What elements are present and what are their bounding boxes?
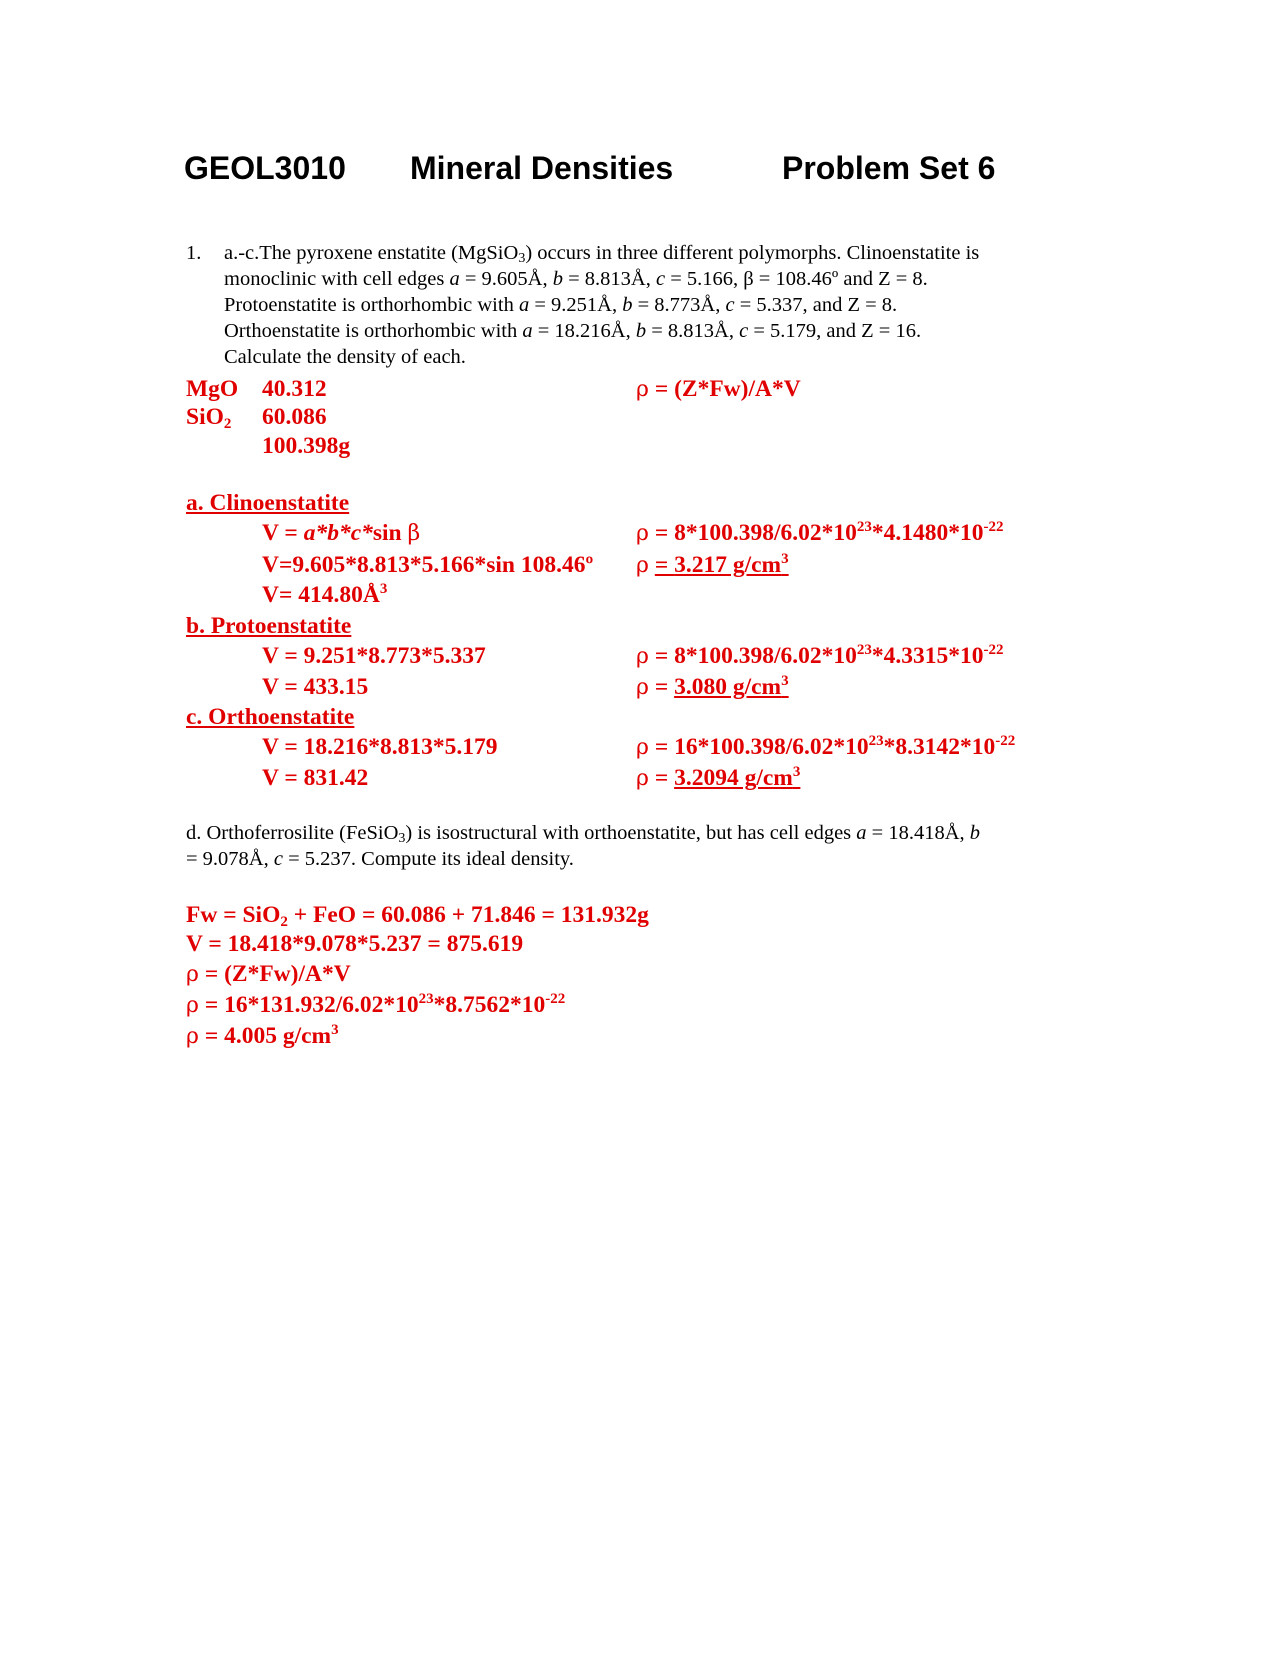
part-d-question-line-2: = 9.078Å, c = 5.237. Compute its ideal density. xyxy=(186,848,574,870)
part-a-volume-calc: V=9.605*8.813*5.166*sin 108.46º xyxy=(262,552,594,578)
fw-mgo-value: 40.312 xyxy=(262,376,327,402)
part-b-title: b. Protoenstatite xyxy=(186,613,352,639)
part-a-density-result: ρ = 3.217 $g/cm^3$ xyxy=(636,551,789,578)
question-line-1: a.-c.The pyroxene enstatite (MgSiO$_3$) occurs in three different polymorphs. Clinoenstatite is xyxy=(224,242,980,266)
density-formula: ρ = (Z*Fw)/A*V xyxy=(636,376,801,402)
part-a-title: a. Clinoenstatite xyxy=(186,490,350,516)
part-d-density-calc: $\rho = 16*131.932/6.02*10^{23}*8.7562*10^{-22}$ xyxy=(186,991,566,1018)
page-title: Mineral Densities xyxy=(410,150,674,186)
fw-total: 100.398g xyxy=(262,433,351,459)
part-d-question-line-1: d. Orthoferrosilite (FeSiO$_3$) is isostructural with orthoenstatite, but has cell edges a = 18.418Å, b xyxy=(186,822,981,846)
fw-sio2-value: 60.086 xyxy=(262,404,327,430)
part-b-density-calc: $\rho = 8*100.398/6.02*10^{23}*4.3315*10^{-22}$ xyxy=(636,642,1004,669)
part-c-density-calc: $\rho = 16*100.398/6.02*10^{23}*8.3142*10^{-22}$ xyxy=(636,733,1016,760)
part-d-density-formula: ρ = (Z*Fw)/A*V xyxy=(186,961,351,987)
problem-set-label: Problem Set 6 xyxy=(782,150,996,186)
question-line-2: monoclinic with cell edges a = 9.605Å, b = 8.813Å, c = 5.166, β = 108.46º and Z = 8. xyxy=(224,268,928,290)
question-line-3: Protoenstatite is orthorhombic with a = 9.251Å, b = 8.773Å, c = 5.337, and Z = 8. xyxy=(224,294,898,316)
part-d-formula-weight: Fw = SiO$_2$ + FeO = 60.086 + 71.846 = 131.932g xyxy=(186,902,649,930)
fw-mgo-label: MgO xyxy=(186,376,239,402)
part-c-density-result: ρ = 3.2094 $g/cm^3$ xyxy=(636,764,801,791)
part-a-volume-result: $V= 414.80Å^3$ xyxy=(262,581,388,608)
part-c-title: c. Orthoenstatite xyxy=(186,704,355,730)
part-a-volume-formula: V = a*b*c*sin β xyxy=(262,520,421,546)
part-a-density-calc: $\rho = 8*100.398/6.02*10^{23}*4.1480*10^{-22}$ xyxy=(636,519,1004,546)
part-c-volume-result: V = 831.42 xyxy=(262,765,369,791)
question-line-4: Orthoenstatite is orthorhombic with a = 18.216Å, b = 8.813Å, c = 5.179, and Z = 16. xyxy=(224,320,922,342)
part-d-density-result: ρ = 4.005 $g/cm^3$ xyxy=(186,1022,339,1049)
part-b-density-result: ρ = 3.080 $g/cm^3$ xyxy=(636,673,789,700)
fw-sio2-label: SiO$_2$ xyxy=(186,404,232,432)
question-line-5: Calculate the density of each. xyxy=(224,346,466,368)
course-code: GEOL3010 xyxy=(184,150,346,186)
part-d-volume: V = 18.418*9.078*5.237 = 875.619 xyxy=(186,931,524,957)
part-b-volume-calc: V = 9.251*8.773*5.337 xyxy=(262,643,486,669)
part-c-volume-calc: V = 18.216*8.813*5.179 xyxy=(262,734,498,760)
question-number: 1. xyxy=(186,242,202,264)
part-b-volume-result: V = 433.15 xyxy=(262,674,369,700)
